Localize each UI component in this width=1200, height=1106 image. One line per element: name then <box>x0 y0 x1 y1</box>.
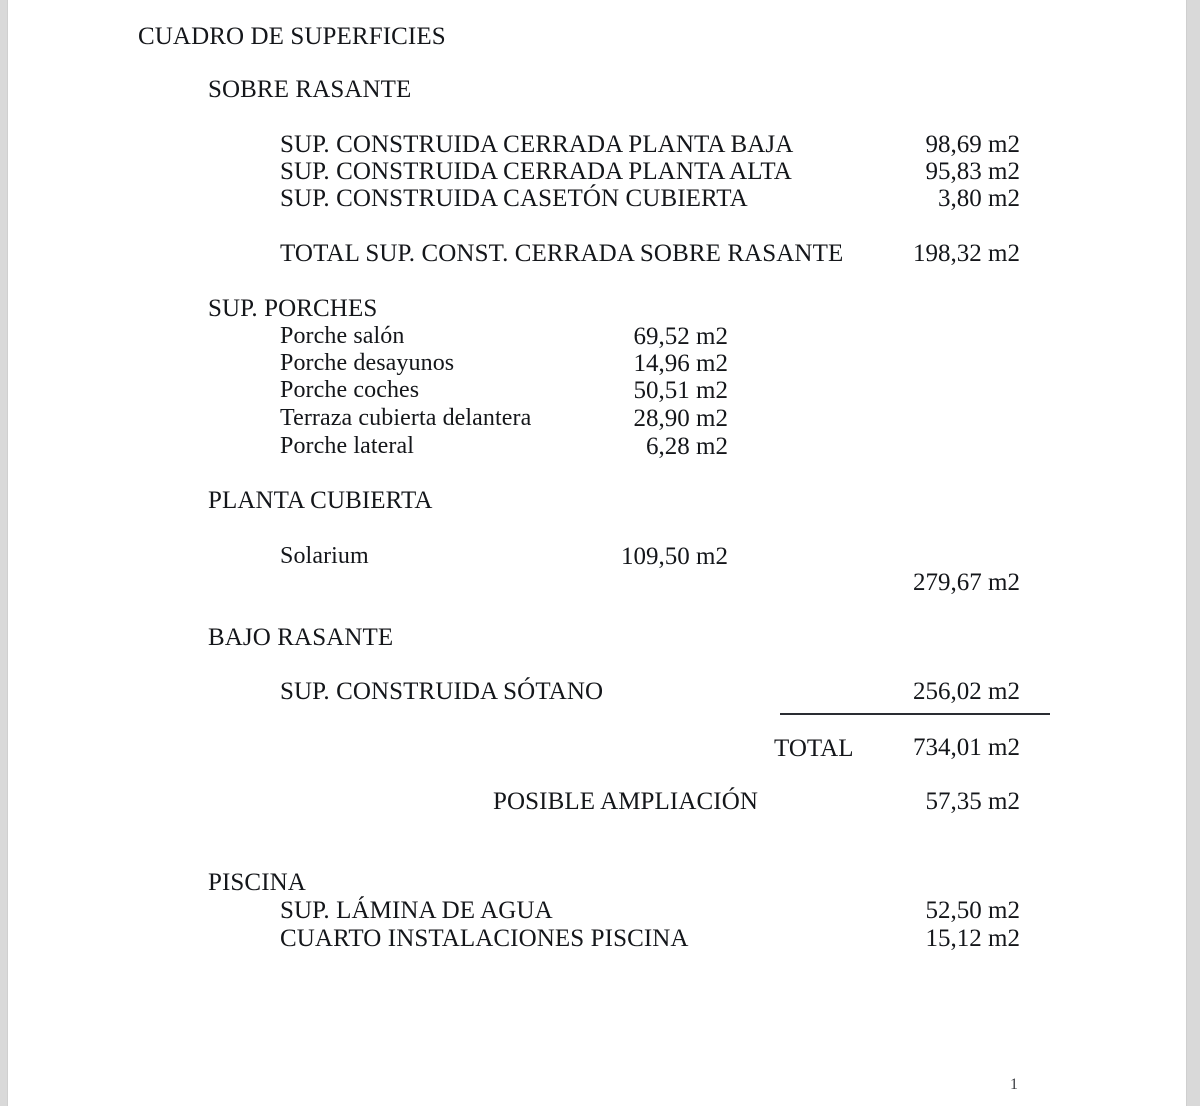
page-title: CUADRO DE SUPERFICIES <box>138 23 446 50</box>
row-value-total-sobre-rasante: 198,32 m2 <box>913 240 1020 267</box>
row-label-porche-salon: Porche salón <box>280 323 405 349</box>
row-value-porche-coches: 50,51 m2 <box>633 377 728 404</box>
row-label-planta-baja: SUP. CONSTRUIDA CERRADA PLANTA BAJA <box>280 131 794 158</box>
row-value-cuarto-instalaciones: 15,12 m2 <box>925 925 1020 952</box>
row-label-terraza-cubierta-delantera: Terraza cubierta delantera <box>280 405 532 431</box>
document-page <box>8 0 1186 1106</box>
row-value-planta-alta: 95,83 m2 <box>925 158 1020 185</box>
surface-schedule-document <box>8 0 1186 1106</box>
row-value-lamina-agua: 52,50 m2 <box>925 897 1020 924</box>
row-value-terraza-cubierta-delantera: 28,90 m2 <box>633 405 728 432</box>
row-label-porche-desayunos: Porche desayunos <box>280 350 455 376</box>
row-label-porche-coches: Porche coches <box>280 377 420 403</box>
section-heading-bajo-rasante: BAJO RASANTE <box>208 624 394 651</box>
section-heading-porches: SUP. PORCHES <box>208 295 378 322</box>
total-value: 734,01 m2 <box>913 734 1020 761</box>
row-value-caseton-cubierta: 3,80 m2 <box>938 185 1020 212</box>
row-value-porche-desayunos: 14,96 m2 <box>633 350 728 377</box>
total-divider-rule <box>780 713 1050 715</box>
row-label-cuarto-instalaciones: CUARTO INSTALACIONES PISCINA <box>280 925 689 952</box>
row-value-solarium: 109,50 m2 <box>621 543 728 570</box>
ampliacion-value: 57,35 m2 <box>925 788 1020 815</box>
ampliacion-label: POSIBLE AMPLIACIÓN <box>493 788 759 815</box>
section-heading-piscina: PISCINA <box>208 869 306 896</box>
section-heading-sobre-rasante: SOBRE RASANTE <box>208 76 412 103</box>
subtotal-value-sobre-rasante-total: 279,67 m2 <box>913 569 1020 596</box>
row-label-sotano: SUP. CONSTRUIDA SÓTANO <box>280 678 604 705</box>
row-label-caseton-cubierta: SUP. CONSTRUIDA CASETÓN CUBIERTA <box>280 185 748 212</box>
row-label-total-sobre-rasante: TOTAL SUP. CONST. CERRADA SOBRE RASANTE <box>280 240 844 267</box>
total-label: TOTAL <box>774 735 854 762</box>
row-label-solarium: Solarium <box>280 543 369 569</box>
row-value-sotano: 256,02 m2 <box>913 678 1020 705</box>
row-value-planta-baja: 98,69 m2 <box>925 131 1020 158</box>
section-heading-planta-cubierta: PLANTA CUBIERTA <box>208 487 433 514</box>
row-label-porche-lateral: Porche lateral <box>280 433 414 459</box>
row-label-planta-alta: SUP. CONSTRUIDA CERRADA PLANTA ALTA <box>280 158 792 185</box>
row-label-lamina-agua: SUP. LÁMINA DE AGUA <box>280 897 553 924</box>
page-number: 1 <box>1010 1076 1018 1093</box>
row-value-porche-salon: 69,52 m2 <box>633 323 728 350</box>
row-value-porche-lateral: 6,28 m2 <box>646 433 728 460</box>
